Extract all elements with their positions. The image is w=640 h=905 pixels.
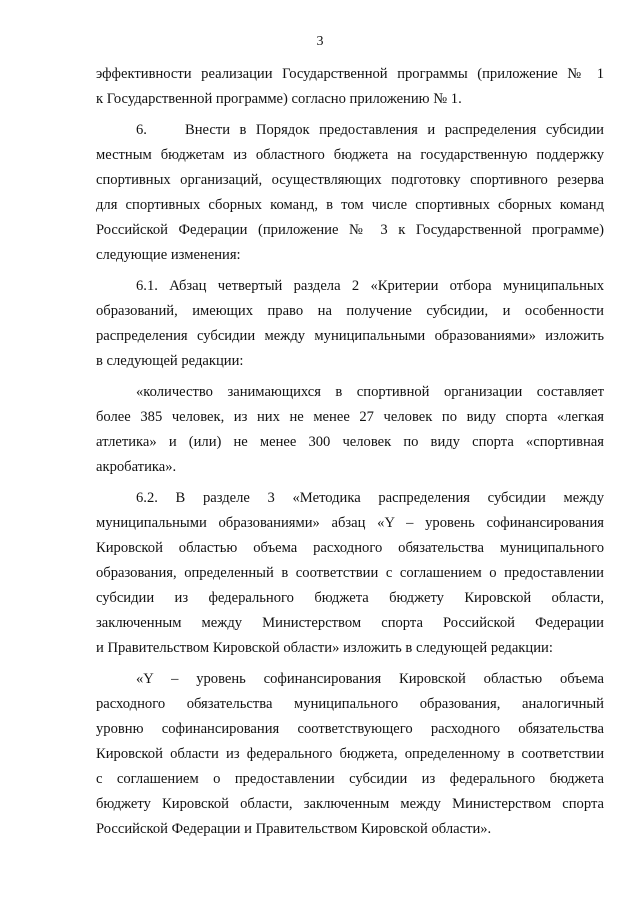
text-line: образования, определенный в соответствии с соглашением о предоставлении: [96, 565, 604, 581]
text-line: Российской Федерации и Правительством Кировской области».: [96, 821, 492, 837]
text-line: Кировской области из федерального бюджета, определенному в соответствии: [96, 746, 604, 762]
text-line: распределения субсидии между муниципальными образованиями» изложить: [96, 328, 604, 344]
text-line: «количество занимающихся в спортивной организации составляет: [136, 384, 604, 400]
text-line: эффективности реализации Государственной программы (приложение № 1: [96, 66, 604, 82]
text-line: для спортивных сборных команд, в том числе спортивных сборных команд: [96, 197, 604, 213]
paragraph: [96, 380, 604, 480]
text-line: 6.2. В разделе 3 «Методика распределения субсидии между: [136, 490, 604, 506]
text-line: с соглашением о предоставлении субсидии из федерального бюджета: [96, 771, 604, 787]
paragraph: [96, 62, 604, 112]
text-line: 6.1. Абзац четвертый раздела 2 «Критерии отбора муниципальных: [136, 278, 604, 294]
paragraph: [96, 667, 604, 842]
text-line: уровню софинансирования соответствующего расходного обязательства: [96, 721, 604, 737]
text-line: муниципальными образованиями» абзац «Y – уровень софинансирования: [96, 515, 604, 531]
text-line: следующие изменения:: [96, 247, 241, 263]
text-line: акробатика».: [96, 459, 177, 475]
text-line: расходного обязательства муниципального образования, аналогичный: [96, 696, 604, 712]
text-line: 6. Внести в Порядок предоставления и распределения субсидии: [136, 122, 604, 138]
page-number: 3: [316, 34, 324, 49]
text-line: в следующей редакции:: [96, 353, 244, 369]
text-line: к Государственной программе) согласно приложению № 1.: [96, 91, 462, 107]
paragraph: [96, 118, 604, 268]
text-line: бюджету Кировской области, заключенным между Министерством спорта: [96, 796, 604, 812]
text-line: Российской Федерации (приложение № 3 к Государственной программе): [96, 222, 604, 238]
text-line: образований, имеющих право на получение субсидии, и особенности: [96, 303, 604, 319]
text-line: местным бюджетам из областного бюджета на государственную поддержку: [96, 147, 604, 163]
text-line: спортивных организаций, осуществляющих подготовку спортивного резерва: [96, 172, 604, 188]
text-line: субсидии из федерального бюджета бюджету Кировской области,: [96, 590, 604, 606]
paragraph: [96, 274, 604, 374]
text-line: «Y – уровень софинансирования Кировской областью объема: [136, 671, 604, 687]
text-line: атлетика» и (или) не менее 300 человек по виду спорта «спортивная: [96, 434, 604, 450]
document-body: [96, 62, 604, 848]
text-line: Кировской областью объема расходного обязательства муниципального: [96, 540, 604, 556]
text-line: заключенным между Министерством спорта Российской Федерации: [96, 615, 604, 631]
paragraph: [96, 486, 604, 661]
text-line: и Правительством Кировской области» изложить в следующей редакции:: [96, 640, 553, 656]
text-line: более 385 человек, из них не менее 27 человек по виду спорта «легкая: [96, 409, 604, 425]
